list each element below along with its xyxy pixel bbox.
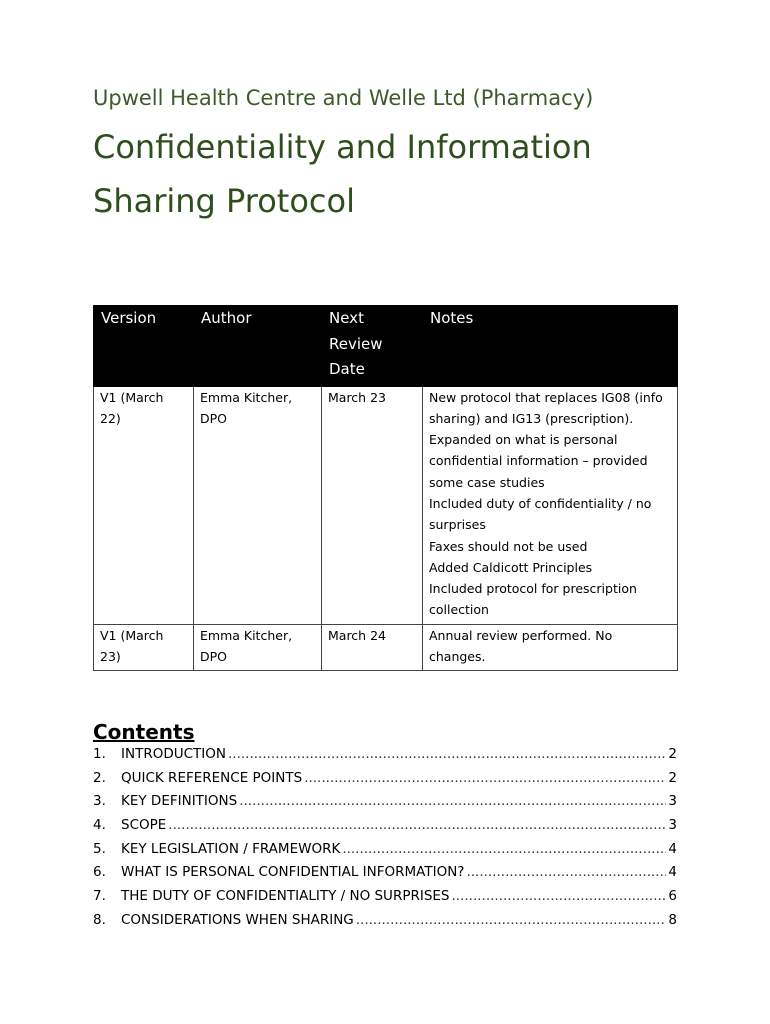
cell-next-review: March 23: [322, 386, 423, 624]
cell-version: V1 (March 23): [94, 624, 194, 671]
toc-leader-dots: [168, 815, 666, 836]
organisation-name: Upwell Health Centre and Welle Ltd (Pharmacy): [93, 86, 594, 110]
toc-entry[interactable]: [93, 744, 677, 768]
toc-entry-page: 6: [668, 888, 677, 905]
toc-entry-page: 8: [668, 911, 677, 928]
toc-entry[interactable]: [93, 910, 677, 934]
table-row: [94, 624, 678, 671]
table-header-row: [94, 306, 678, 387]
toc-entry-number: 4.: [93, 817, 106, 834]
toc-entry-number: 1.: [93, 746, 106, 762]
cell-author: Emma Kitcher, DPO: [194, 386, 322, 624]
toc-entry[interactable]: [93, 815, 677, 839]
toc-entry[interactable]: [93, 886, 677, 910]
toc-entry-label: QUICK REFERENCE POINTS: [121, 769, 303, 786]
toc-entry-label: SCOPE: [121, 817, 167, 834]
cell-notes: [423, 624, 678, 671]
toc-entry-label: WHAT IS PERSONAL CONFIDENTIAL INFORMATION?: [121, 864, 465, 881]
toc-entry-page: 4: [668, 840, 677, 857]
toc-leader-dots: [342, 839, 666, 860]
header-version: Version: [94, 306, 194, 387]
toc-entry-number: 7.: [93, 888, 106, 905]
note-line: Added Caldicott Principles: [429, 559, 593, 575]
toc-entry-number: 5.: [93, 840, 106, 857]
toc-leader-dots: [452, 886, 667, 907]
toc-entry-label: CONSIDERATIONS WHEN SHARING: [121, 911, 354, 928]
note-line: Included protocol for prescription collection: [429, 581, 637, 618]
note-line: Included duty of confidentiality / no surprises: [429, 495, 652, 533]
document-title: Confidentiality and Information Sharing Protocol: [93, 128, 592, 220]
toc-entry[interactable]: [93, 862, 677, 886]
toc-entry-label: KEY DEFINITIONS: [121, 793, 238, 810]
toc-entry-page: 4: [668, 864, 677, 881]
toc-leader-dots: [356, 910, 667, 931]
toc-entry[interactable]: [93, 839, 677, 863]
toc-entry-page: 2: [668, 746, 677, 762]
note-line: Expanded on what is personal confidential information – provided some case studies: [429, 432, 648, 490]
header-notes: Notes: [423, 306, 678, 387]
cell-author: Emma Kitcher, DPO: [194, 624, 322, 671]
toc-entry-number: 3.: [93, 793, 106, 810]
note-line: Faxes should not be used: [429, 538, 588, 554]
version-history-table: [93, 305, 678, 671]
toc-entry[interactable]: [93, 768, 677, 792]
table-of-contents: [93, 744, 677, 934]
toc-leader-dots: [466, 862, 666, 883]
toc-entry-number: 6.: [93, 864, 106, 881]
toc-entry-label: INTRODUCTION: [121, 746, 226, 762]
toc-entry-page: 3: [668, 793, 677, 810]
cell-next-review: March 24: [322, 624, 423, 671]
toc-leader-dots: [304, 768, 666, 789]
cell-version: V1 (March 22): [94, 386, 194, 624]
note-line: Annual review performed. No changes.: [429, 627, 613, 665]
table-row: [94, 386, 678, 624]
toc-entry-label: KEY LEGISLATION / FRAMEWORK: [121, 840, 341, 857]
toc-entry-page: 3: [668, 817, 677, 834]
toc-entry[interactable]: [93, 791, 677, 815]
header-author: Author: [194, 306, 322, 387]
toc-leader-dots: [239, 791, 666, 812]
toc-entry-page: 2: [668, 769, 677, 786]
cell-notes: [423, 386, 678, 624]
toc-leader-dots: [228, 744, 666, 765]
toc-entry-label: THE DUTY OF CONFIDENTIALITY / NO SURPRISES: [121, 888, 450, 905]
header-next-review-date: Next Review Date: [322, 306, 423, 387]
toc-entry-number: 8.: [93, 911, 106, 928]
contents-heading: Contents: [93, 720, 195, 744]
toc-entry-number: 2.: [93, 769, 106, 786]
note-line: New protocol that replaces IG08 (info sharing) and IG13 (prescription).: [429, 389, 663, 426]
